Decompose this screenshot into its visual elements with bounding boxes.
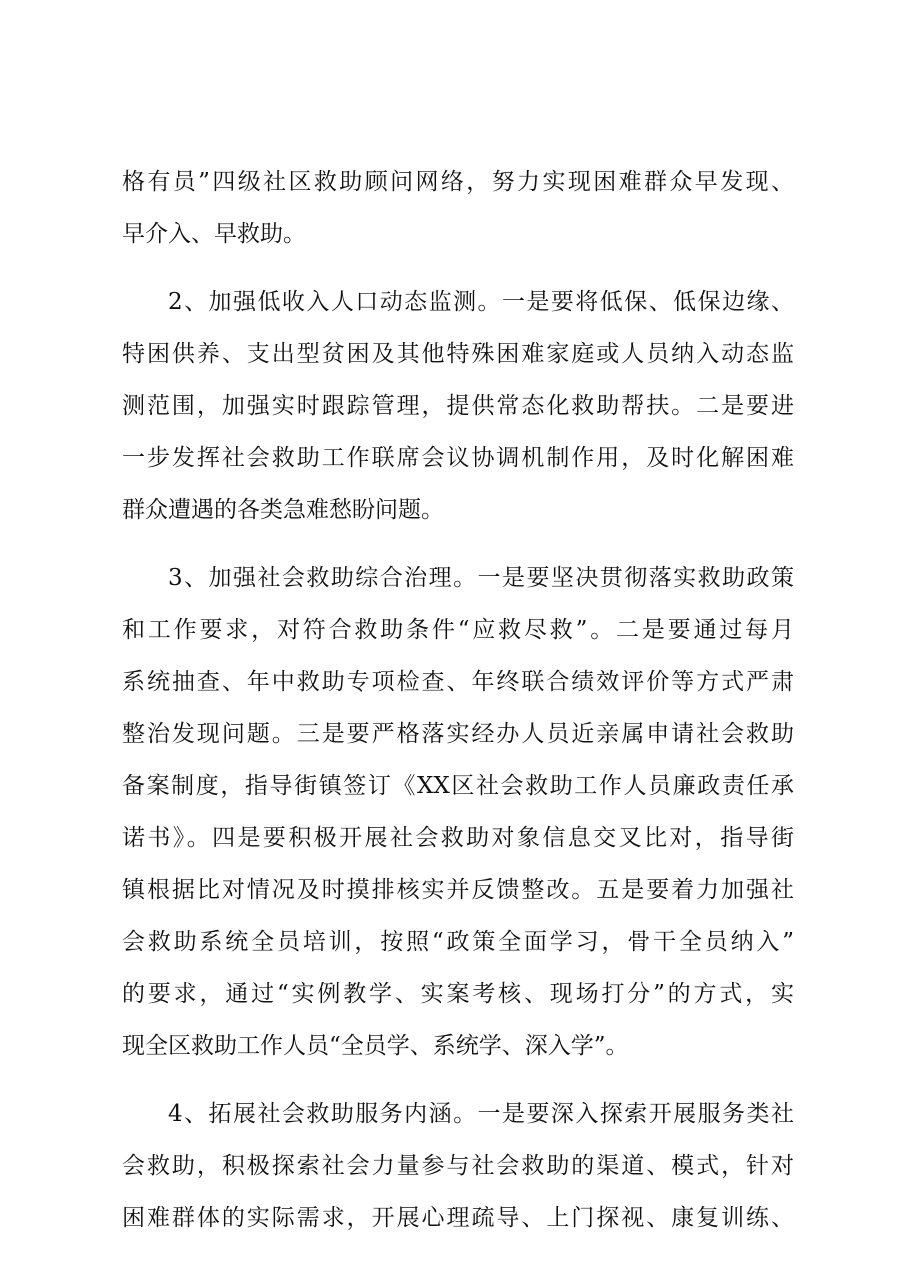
text-line: 系统抽查、年中救助专项检查、年终联合绩效评价等方式严肃 bbox=[122, 669, 794, 695]
text-line: 现全区救助工作人员“全员学、系统学、深入学”。 bbox=[122, 1033, 629, 1059]
text-line: 会救助，积极探索社会力量参与社会救助的渠道、模式，针对 bbox=[122, 1153, 794, 1179]
text-line: 的要求，通过“实例教学、实案考核、现场打分”的方式，实 bbox=[122, 981, 794, 1007]
text-line: 格有员”四级社区救助顾问网络，努力实现困难群众早发现、 bbox=[122, 169, 794, 195]
text-line: 测范围，加强实时跟踪管理，提供常态化救助帮扶。二是要进 bbox=[122, 393, 794, 419]
text-line: 特困供养、支出型贫困及其他特殊困难家庭或人员纳入动态监 bbox=[122, 341, 794, 367]
text-line: 整治发现问题。三是要严格落实经办人员近亲属申请社会救助 bbox=[122, 721, 794, 747]
text-line: 困难群体的实际需求，开展心理疏导、上门探视、康复训练、 bbox=[122, 1205, 794, 1231]
text-line: 群众遭遇的各类急难愁盼问题。 bbox=[122, 497, 444, 523]
text-line: 备案制度，指导街镇签订《XX区社会救助工作人员廉政责任承 bbox=[122, 773, 794, 799]
paragraph-2-first-line: 2、加强低收入人口动态监测。一是要将低保、低保边缘、 bbox=[168, 289, 794, 315]
text-line: 一步发挥社会救助工作联席会议协调机制作用，及时化解困难 bbox=[122, 445, 794, 471]
text-line: 早介入、早救助。 bbox=[122, 221, 306, 247]
paragraph-3-first-line: 3、加强社会救助综合治理。一是要坚决贯彻落实救助政策 bbox=[168, 565, 794, 591]
text-line: 诺书》。四是要积极开展社会救助对象信息交叉比对，指导街 bbox=[122, 825, 794, 851]
text-line: 和工作要求，对符合救助条件“应救尽救”。二是要通过每月 bbox=[122, 617, 794, 643]
paragraph-4-first-line: 4、拓展社会救助服务内涵。一是要深入探索开展服务类社 bbox=[168, 1101, 794, 1127]
text-line: 镇根据比对情况及时摸排核实并反馈整改。五是要着力加强社 bbox=[122, 877, 794, 903]
text-line: 会救助系统全员培训，按照“政策全面学习，骨干全员纳入” bbox=[122, 929, 794, 955]
